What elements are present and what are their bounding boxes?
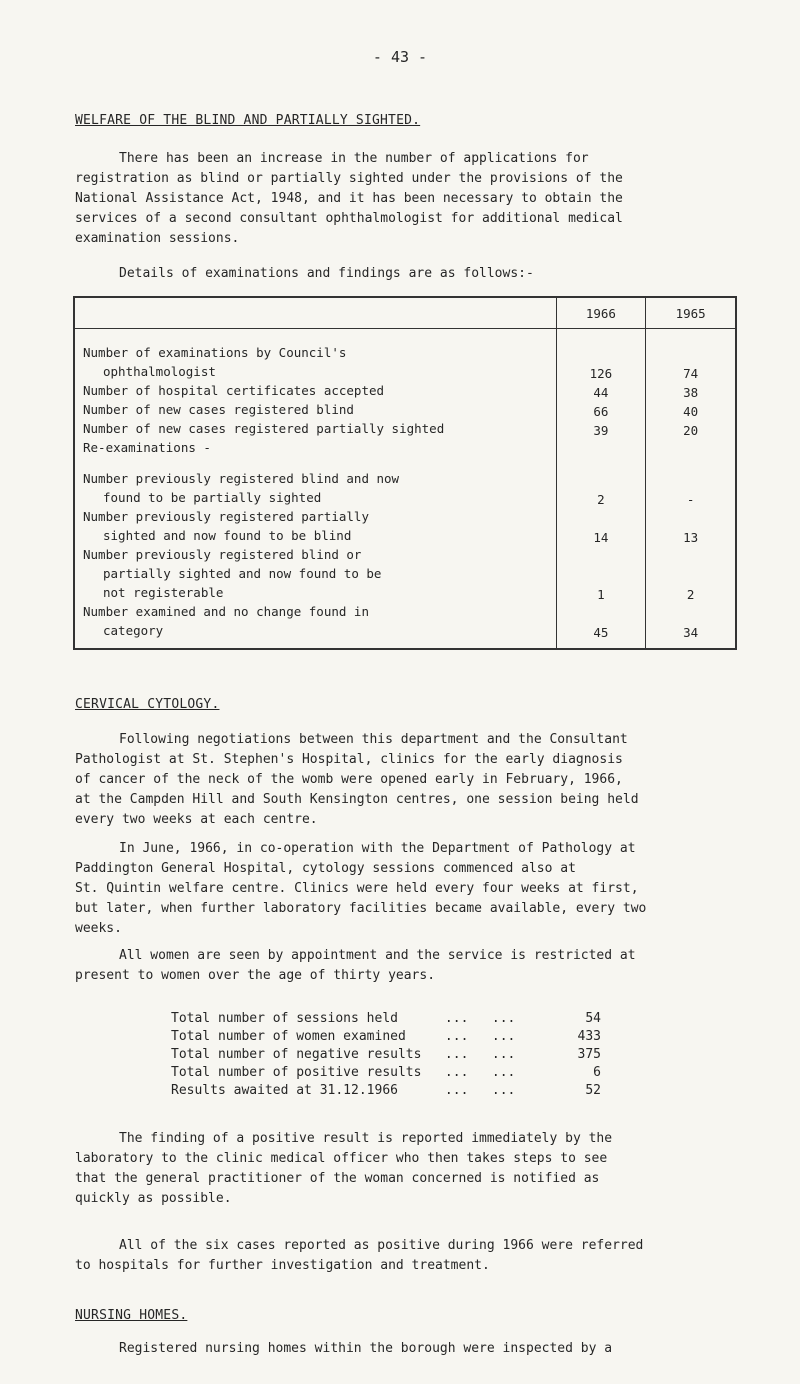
cytology-paragraph-4	[75, 1129, 745, 1209]
paragraph-line: In June, 1966, in co-operation with the Department of Pathology at	[119, 841, 636, 856]
row-label	[74, 381, 556, 400]
label-line: ophthalmologist	[103, 364, 216, 379]
label-line: Re-examinations -	[83, 440, 211, 455]
table-row	[74, 602, 736, 649]
stat-value: 433	[577, 1029, 601, 1044]
label-line: Number of hospital certificates accepted	[83, 383, 385, 398]
label-line: category	[103, 623, 164, 638]
table-row	[74, 438, 736, 457]
cytology-paragraph-5	[75, 1236, 745, 1276]
paragraph-line: All of the six cases reported as positive during 1966 were referred	[119, 1238, 644, 1253]
value-1965: -	[646, 457, 736, 507]
welfare-heading: WELFARE OF THE BLIND AND PARTIALLY SIGHTED.	[75, 113, 421, 128]
paragraph-line: Following negotiations between this department and the Consultant	[119, 732, 628, 747]
table-row	[74, 419, 736, 438]
value-1965: 74	[646, 329, 736, 382]
paragraph-line: but later, when further laboratory facilities became available, every two	[75, 901, 647, 916]
label-line: Number examined and no change found in	[83, 604, 369, 619]
label-line: Number previously registered blind and now	[83, 471, 400, 486]
cytology-stats	[171, 1010, 601, 1100]
header-1966: 1966	[556, 297, 646, 329]
paragraph-line: registration as blind or partially sighted under the provisions of the	[75, 171, 623, 186]
value-1966: 1	[556, 545, 646, 602]
cytology-heading: CERVICAL CYTOLOGY.	[75, 697, 220, 712]
paragraph-line: There has been an increase in the number of applications for	[119, 151, 589, 166]
stat-row	[171, 1064, 601, 1082]
value-1966: 14	[556, 507, 646, 545]
paragraph-line: that the general practitioner of the woman concerned is notified as	[75, 1171, 600, 1186]
label-line: partially sighted and now found to be	[103, 566, 382, 581]
stat-value: 375	[577, 1047, 601, 1062]
row-label	[74, 507, 556, 545]
paragraph-line: services of a second consultant ophthalmologist for additional medical	[75, 211, 623, 226]
row-label	[74, 329, 556, 382]
label-line: Number previously registered partially	[83, 509, 369, 524]
value-1965: 2	[646, 545, 736, 602]
label-line: sighted and now found to be blind	[103, 528, 352, 543]
value-1966: 44	[556, 381, 646, 400]
value-1965: 20	[646, 419, 736, 438]
cytology-paragraph-2	[75, 839, 745, 939]
paragraph-line: present to women over the age of thirty years.	[75, 968, 436, 983]
table-intro: Details of examinations and findings are as follows:-	[119, 266, 534, 281]
table-row	[74, 457, 736, 507]
label-line: Number of examinations by Council's	[83, 345, 347, 360]
table-row	[74, 507, 736, 545]
stat-label: Total number of sessions held ... ...	[171, 1011, 516, 1026]
stat-label: Results awaited at 31.12.1966 ... ...	[171, 1083, 516, 1098]
label-line: Number of new cases registered partially sighted	[83, 421, 445, 436]
paragraph-line: at the Campden Hill and South Kensington centres, one session being held	[75, 792, 639, 807]
value-1965	[646, 438, 736, 457]
value-1966: 66	[556, 400, 646, 419]
table-row	[74, 329, 736, 382]
paragraph-line: St. Quintin welfare centre. Clinics were held every four weeks at first,	[75, 881, 639, 896]
row-label	[74, 602, 556, 649]
paragraph-line: laboratory to the clinic medical officer who then takes steps to see	[75, 1151, 608, 1166]
stat-row	[171, 1010, 601, 1028]
examinations-table	[73, 296, 737, 650]
row-label	[74, 419, 556, 438]
stat-label: Total number of women examined ... ...	[171, 1029, 516, 1044]
value-1965: 13	[646, 507, 736, 545]
nursing-heading: NURSING HOMES.	[75, 1308, 188, 1323]
value-1965: 40	[646, 400, 736, 419]
paragraph-line: Pathologist at St. Stephen's Hospital, clinics for the early diagnosis	[75, 752, 623, 767]
row-label	[74, 545, 556, 602]
header-1965: 1965	[646, 297, 736, 329]
stat-label: Total number of negative results ... ...	[171, 1047, 516, 1062]
value-1966: 2	[556, 457, 646, 507]
paragraph-line: All women are seen by appointment and the service is restricted at	[119, 948, 636, 963]
paragraph-line: Paddington General Hospital, cytology sessions commenced also at	[75, 861, 576, 876]
paragraph-line: every two weeks at each centre.	[75, 812, 318, 827]
nursing-paragraph	[75, 1339, 745, 1359]
paragraph-line: National Assistance Act, 1948, and it has been necessary to obtain the	[75, 191, 623, 206]
stat-row	[171, 1028, 601, 1046]
stat-value: 52	[585, 1083, 601, 1098]
stat-label: Total number of positive results ... ...	[171, 1065, 516, 1080]
table-header-row	[74, 297, 736, 329]
paragraph-line: weeks.	[75, 921, 122, 936]
table-row	[74, 381, 736, 400]
paragraph-line: The finding of a positive result is reported immediately by the	[119, 1131, 613, 1146]
value-1965: 34	[646, 602, 736, 649]
stat-row	[171, 1046, 601, 1064]
value-1966: 39	[556, 419, 646, 438]
row-label	[74, 457, 556, 507]
value-1966: 126	[556, 329, 646, 382]
label-line: Number of new cases registered blind	[83, 402, 354, 417]
cytology-paragraph-1	[75, 730, 745, 830]
paragraph-line: quickly as possible.	[75, 1191, 232, 1206]
welfare-paragraph	[75, 149, 745, 249]
table-row	[74, 545, 736, 602]
page-number: - 43 -	[372, 48, 428, 66]
stat-row	[171, 1082, 601, 1100]
value-1966	[556, 438, 646, 457]
stat-value: 6	[593, 1065, 601, 1080]
table-row	[74, 400, 736, 419]
row-label	[74, 400, 556, 419]
paragraph-line: Registered nursing homes within the borough were inspected by a	[119, 1341, 613, 1356]
stat-value: 54	[585, 1011, 601, 1026]
header-label-cell	[74, 297, 556, 329]
value-1965: 38	[646, 381, 736, 400]
paragraph-line: to hospitals for further investigation and treatment.	[75, 1258, 490, 1273]
label-line: found to be partially sighted	[103, 490, 322, 505]
value-1966: 45	[556, 602, 646, 649]
row-label	[74, 438, 556, 457]
paragraph-line: of cancer of the neck of the womb were opened early in February, 1966,	[75, 772, 623, 787]
paragraph-line: examination sessions.	[75, 231, 240, 246]
label-line: not registerable	[103, 585, 224, 600]
label-line: Number previously registered blind or	[83, 547, 362, 562]
cytology-paragraph-3	[75, 946, 745, 986]
